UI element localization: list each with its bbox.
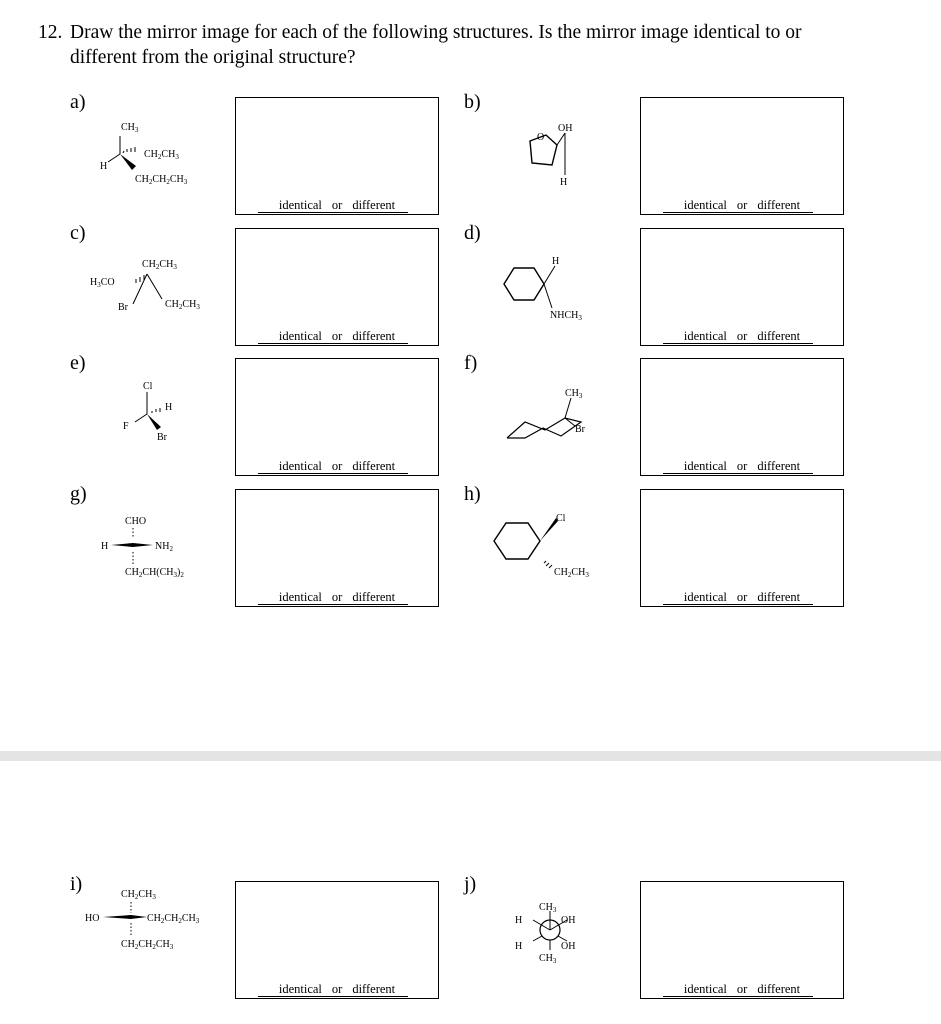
choice-different[interactable]: different	[757, 329, 801, 343]
choice-different[interactable]: different	[757, 198, 801, 212]
svg-text:CH2CH3: $CH_2CH_3$	[165, 299, 200, 311]
svg-text:HO: HO	[85, 913, 100, 924]
answer-box-c[interactable]	[235, 228, 439, 346]
choice-identical[interactable]: identical	[278, 459, 322, 473]
answer-choice-i[interactable]	[236, 982, 438, 997]
answer-box-e[interactable]	[235, 358, 439, 476]
svg-text:CH2CH3: $CH_2CH_3$	[144, 149, 179, 161]
choice-different[interactable]: different	[352, 459, 396, 473]
choice-identical[interactable]: identical	[683, 982, 727, 996]
choice-or: or	[736, 590, 748, 604]
structure-i	[85, 885, 235, 965]
svg-text:H: H	[165, 402, 173, 413]
svg-text:NHCH3: $NHCH_3$	[550, 310, 582, 322]
choice-identical[interactable]: identical	[683, 198, 727, 212]
answer-box-i[interactable]	[235, 881, 439, 999]
choice-different[interactable]: different	[757, 459, 801, 473]
choice-different[interactable]: different	[352, 198, 396, 212]
answer-box-h[interactable]	[640, 489, 844, 607]
choice-identical[interactable]: identical	[683, 459, 727, 473]
structure-b	[510, 115, 600, 195]
answer-choice-c[interactable]	[236, 329, 438, 344]
svg-text:CH2CH(CH3)2: $CH_2CH(CH_3)_2$	[125, 567, 184, 579]
answer-choice-e[interactable]	[236, 459, 438, 474]
svg-text:O: O	[537, 132, 545, 143]
choice-or: or	[736, 459, 748, 473]
svg-text:H: H	[560, 177, 568, 188]
answer-box-f[interactable]	[640, 358, 844, 476]
part-label-i: i)	[70, 873, 83, 895]
svg-text:CH3: $CH_3$	[539, 953, 557, 965]
choice-identical[interactable]: identical	[278, 329, 322, 343]
answer-choice-f[interactable]	[641, 459, 843, 474]
choice-or: or	[331, 982, 343, 996]
svg-text:F: F	[123, 421, 129, 432]
choice-different[interactable]: different	[352, 982, 396, 996]
answer-box-g[interactable]	[235, 489, 439, 607]
choice-different[interactable]: different	[757, 590, 801, 604]
structure-j	[505, 895, 605, 975]
choice-or: or	[331, 459, 343, 473]
choice-or: or	[331, 590, 343, 604]
structure-h	[490, 505, 610, 585]
svg-text:Br: Br	[575, 424, 585, 435]
part-label-g: g)	[70, 483, 87, 505]
choice-different[interactable]: different	[352, 590, 396, 604]
structure-e	[115, 378, 215, 448]
answer-choice-a[interactable]	[236, 198, 438, 213]
svg-text:CH2CH2CH3: $CH_2CH_2CH_3$	[147, 913, 200, 925]
part-label-d: d)	[464, 222, 481, 244]
svg-text:Cl: Cl	[143, 381, 153, 392]
choice-or: or	[736, 329, 748, 343]
answer-choice-b[interactable]	[641, 198, 843, 213]
choice-or: or	[736, 982, 748, 996]
answer-choice-j[interactable]	[641, 982, 843, 997]
answer-box-d[interactable]	[640, 228, 844, 346]
svg-text:H: H	[515, 941, 523, 952]
svg-text:H: H	[552, 256, 560, 267]
choice-different[interactable]: different	[757, 982, 801, 996]
svg-text:OH: OH	[558, 123, 573, 134]
part-label-f: f)	[464, 352, 478, 374]
structure-a	[80, 112, 210, 192]
svg-text:OH: OH	[561, 915, 576, 926]
choice-identical[interactable]: identical	[683, 329, 727, 343]
svg-text:H: H	[101, 541, 109, 552]
svg-text:H: H	[100, 161, 108, 172]
question-line-2: different from the original structure?	[70, 47, 356, 68]
structure-g	[95, 508, 225, 588]
part-label-e: e)	[70, 352, 86, 374]
structure-f	[505, 382, 615, 452]
structure-d	[500, 252, 610, 322]
svg-text:CH2CH3: $CH_2CH_3$	[121, 889, 156, 901]
choice-or: or	[331, 329, 343, 343]
svg-text:CH3: $CH_3$	[565, 388, 583, 400]
svg-text:Br: Br	[118, 302, 128, 313]
part-label-j: j)	[464, 873, 477, 895]
question-prompt	[38, 20, 918, 70]
choice-identical[interactable]: identical	[278, 590, 322, 604]
svg-text:CH2CH3: $CH_2CH_3$	[554, 567, 589, 579]
svg-text:H3CO: $H_3CO$	[90, 277, 115, 289]
choice-different[interactable]: different	[352, 329, 396, 343]
question-number: 12.	[38, 22, 63, 43]
svg-text:CH3: $CH_3$	[539, 902, 557, 914]
page-divider	[0, 751, 941, 761]
svg-text:CHO: CHO	[125, 516, 147, 527]
answer-choice-g[interactable]	[236, 590, 438, 605]
choice-or: or	[331, 198, 343, 212]
part-label-h: h)	[464, 483, 481, 505]
svg-text:OH: OH	[561, 941, 576, 952]
answer-choice-d[interactable]	[641, 329, 843, 344]
svg-text:CH2CH2CH3: $CH_2CH_2CH_3$	[121, 939, 174, 951]
choice-identical[interactable]: identical	[278, 198, 322, 212]
svg-text:Cl: Cl	[556, 513, 566, 524]
part-label-b: b)	[464, 91, 481, 113]
question-line-1: Draw the mirror image for each of the following structures. Is the mirror image identical to or	[70, 22, 802, 43]
answer-box-b[interactable]	[640, 97, 844, 215]
answer-box-j[interactable]	[640, 881, 844, 999]
svg-text:CH2CH2CH3: $CH_2CH_2CH_3$	[135, 174, 188, 186]
structure-c	[90, 252, 240, 322]
answer-box-a[interactable]	[235, 97, 439, 215]
part-label-a: a)	[70, 91, 86, 113]
svg-text:CH3: $CH_3$	[121, 122, 139, 134]
choice-identical[interactable]: identical	[683, 590, 727, 604]
svg-text:H: H	[515, 915, 523, 926]
choice-or: or	[736, 198, 748, 212]
choice-identical[interactable]: identical	[278, 982, 322, 996]
svg-text:CH2CH3: $CH_2CH_3$	[142, 259, 177, 271]
svg-text:NH2: $NH_2$	[155, 541, 173, 553]
svg-text:Br: Br	[157, 432, 167, 443]
part-label-c: c)	[70, 222, 86, 244]
answer-choice-h[interactable]	[641, 590, 843, 605]
